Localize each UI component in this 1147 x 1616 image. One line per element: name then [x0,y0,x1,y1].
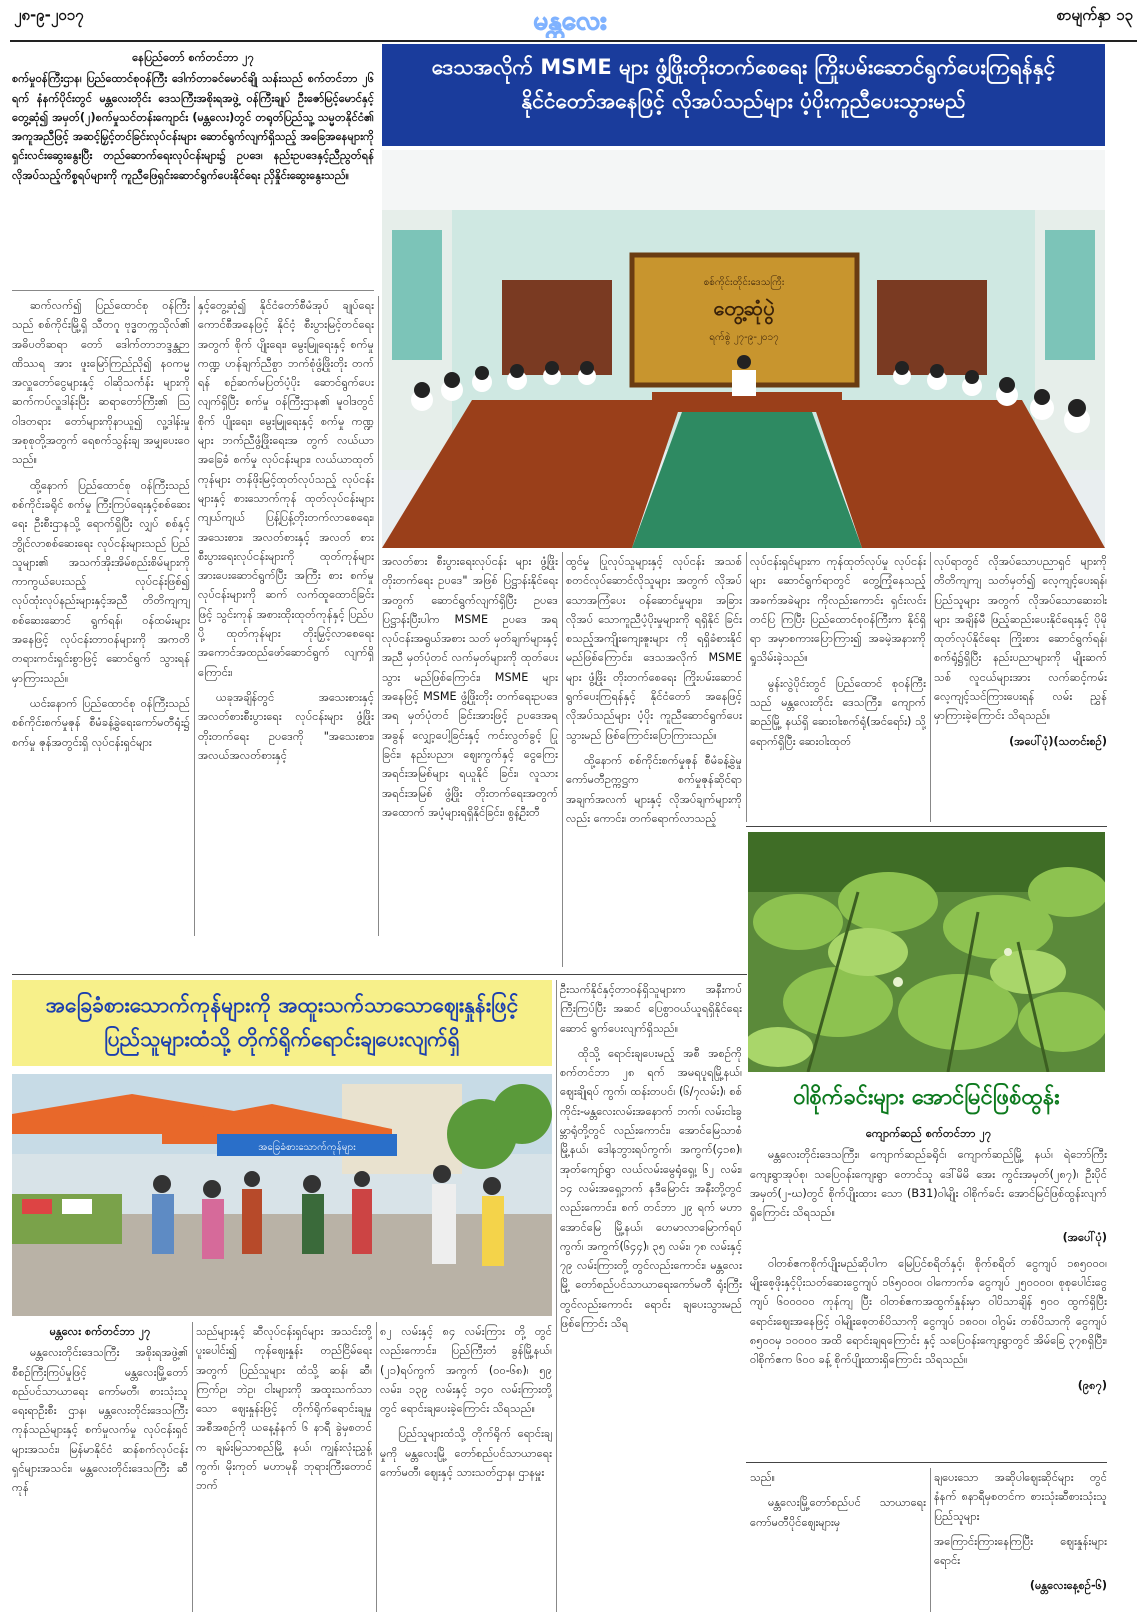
story2-headline-line2: ပြည်သူများထံသို့ တိုက်ရိုက်ရောင်းချပေးလျက်ရှိ [104,1027,460,1051]
story1-col6 [934,552,1107,822]
newspaper-logo [495,2,645,38]
story1-col1-para: ဆက်လက်၍ ပြည်ထောင်စု ဝန်ကြီးသည် စစ်ကိုင်းမြို့ရှိ သီတဂူ ဗုဒ္ဓတက္ကသိုလ်၏ အဓိပတိဆရာ တော် ဒေါက်တာဘဒ္ဒန္တဉာဏိဿရ အား ဖူးမြော်ကြည်ညို၍ နဝကမ္မ အလှူတော်ငွေများနှင့် ဝါဆိုသင်္ကန်း များကို ဆက်ကပ်လှူဒါန်းပြီး ဆရာတော်ကြီး၏ သြဝါဒတရား တော်များကိုနာယူ၍ လူ့ဒါန်းမှု အစုစုတို့အတွက် ရေစက်သွန်းချ အမျှပေးဝေသည်။ [12,299,190,467]
story3-photo-credit: (အပေါ်ပုံ) [1062,1231,1107,1245]
story2-col3 [380,1322,552,1612]
column-rule [378,296,379,936]
story1-col2-para: နှင့်တွေ့ဆုံ၍ နိုင်ငံတော်စီမံအုပ် ချုပ်ရေးကောင်စီအနေဖြင့် နိုင်ငံ့ စီးပွားမြင့်တင်ရေးအတွက် စိုက် ပျိုးရေး၊ မွေးမြူရေးနှင့် စက်မှုကဏ္ဍ ဟန်ချက်ညီစွာ ဘက်စုံဖွံ့ဖြိုးတိုး တက်ရန် စဉ်ဆက်မပြတ်ပံ့ပိုး ဆောင်ရွက်ပေးလျက်ရှိပြီး စက်မှု ဝန်ကြီးဌာန၏ မူဝါဒတွင် စိုက် ပျိုးရေး၊ မွေးမြူရေးနှင့် စက်မှု ကဏ္ဍများ ဘက်ညီဖွံ့ဖြိုးရေးအ တွက် လယ်ယာအခြေခံ စက်မှု လုပ်ငန်းများ၊ လယ်ယာထုတ် ကုန်များ တန်ဖိုးမြင့်ထုတ်လုပ်သည့် လုပ်ငန်းများနှင့် စားသောက်ကုန် ထုတ်လုပ်ငန်းများ ကျယ်ကျယ် ပြန့်ပြန့်တိုးတက်လာစေရေး၊ အသေးစား၊ အလတ်စားနှင့် အလတ် စား စီးပွားရေးလုပ်ငန်းများကို ထုတ်ကုန်များအားပေးဆောင်ရွက်ပြီး အကြီး စား စက်မှုလုပ်ငန်းများကို ဆက် လက်ထူထောင်ခြင်းဖြင့် သွင်းကုန် အစားထိုးထုတ်ကုန်နှင့် ပြည်ပပို့ ထုတ်ကုန်များ တိုးမြှင့်လာစေရေး အကောင်အထည်ဖော်ဆောင်ရွက် လျက်ရှိကြောင်း၊ [198,299,374,679]
story1-col3-para: အလတ်စား စီးပွားရေးလုပ်ငန်း များ ဖွံ့ဖြိုးတိုးတက်ရေး ဥပဒေ" အဖြစ် ပြဋ္ဌာန်းနိုင်ရေးအတွက် ဆောင်ရွက်လျက်ရှိပြီး ဥပဒေ ပြဋ္ဌာန်းပြီးပါက MSME ဥပဒေ အရ လုပ်ငန်းအရွယ်အစား သတ် မှတ်ချက်များနှင့်အညီ မှတ်ပုံတင် လက်မှတ်များကို ထုတ်ပေးသွား မည်ဖြစ်ကြောင်း၊ MSME များ အနေဖြင့် MSME ဖွံ့ဖြိုးတိုး တက်ရေးဥပဒေအရ မှတ်ပုံတင် ခြင်းအားဖြင့် ဥပဒေအရ အခွန် လျှော့ပေါ့ခြင်းနှင့် ကင်းလွတ်ခွင့် ပြုခြင်း၊ နည်းပညာ၊ ဈေးကွက်နှင့် ငွေကြေးအရင်းအမြစ်များ ရယူနိုင် ခြင်း၊ လူသားအရင်းအမြစ် ဖွံ့ဖြိုး တိုးတက်ရေးအတွက် အထောက် အပံ့များရရှိနိုင်ခြင်း၊ စွန့်ဦးတီ [382,555,558,819]
column-rule [562,552,563,967]
column-rule [192,1322,193,1612]
meeting-photo [382,150,1105,548]
story1-col5-para: လုပ်ငန်းရှင်များက ကုန်ထုတ်လုပ်မှု လုပ်ငန်းများ ဆောင်ရွက်ရာတွင် တွေ့ကြုံနေသည့် အခက်အခဲများ ကိုလည်းကောင်း ရှင်းလင်းတင်ပြ ကြပြီး ပြည်ထောင်စုဝန်ကြီးက နိုင်ရှိရာ အမှာစကားပြောကြား၍ အခမဲ့အနားကို ရှုသိမ်းခဲ့သည်။ [750,555,926,665]
story2-col1 [12,1322,188,1612]
story2-tail-para: သည်။ [750,1471,776,1484]
story1-headline-line2: နိုင်ငံတော်အနေဖြင့် လိုအပ်သည်များ ပံ့ပိုးကူညီပေးသွားမည် [521,89,966,113]
banner-large-text: တွေ့ဆုံပွဲ [713,296,775,320]
story1-col5 [750,552,926,822]
story3-bottom-rule [746,1462,1107,1463]
story1-col4-para: ထွင်မှု ပြုလုပ်သူများနှင့် လုပ်ငန်း အသစ် စတင်လုပ်ဆောင်လိုသူများ အတွက် လိုအပ်သောအကြံပေး ဝန်ဆောင်မှုများ၊ အခြားလိုအပ် သောကူညီပံ့ပိုးမှုများကို ရရှိနိုင် ခြင်း စသည့်အကျိုးကျေးဇူးများ ကို ရရှိခံစားနိုင်မည်ဖြစ်ကြောင်း၊ ဒေသအလိုက် MSME များ ဖွံ့ဖြိုး တိုးတက်စေရေး ကြိုးပမ်းဆောင် ရွက်ပေးကြရန်နှင့် နိုင်ငံတော် အနေဖြင့် လိုအပ်သည်များ ပံ့ပိုး ကူညီဆောင်ရွက်ပေးသွားမည် ဖြစ်ကြောင်းပြောကြားသည်။ [566,555,742,742]
story1-col1 [12,296,190,936]
story1-col4-para: ထို့နောက် စစ်ကိုင်းစက်မှုဇုန် စီမံခန့်ခွဲမှုကော်မတီဥက္ကဋ္ဌက စက်မှုဇုန်ဆိုင်ရာ အချက်အလက် များနှင့် လိုအပ်ချက်များကိုလည်း ကောင်း၊ တက်ရောက်လာသည့် [566,753,742,825]
banner-small-text: စစ်ကိုင်းတိုင်းဒေသကြီး [703,277,785,288]
story2-tail-para: ချပေးသော အဆိုပါဈေးဆိုင်များ တွင် နံနက် ၈နာရီမှစတင်က စားသုံးဆီစားသုံးသူ ပြည်သူများ [934,1471,1107,1523]
story1-col5-para: မွန်းလွဲပိုင်းတွင် ပြည်ထောင် စုဝန်ကြီးသည် မန္တလေးတိုင်း ဒေသကြီး၊ ကျောက်ဆည်မြို့ နယ်ရှိ ဆေးဝါးစက်ရုံ(အင်ရော်း) သို့ ရောက်ရှိပြီး ဆေးဝါးထုတ် [750,676,926,748]
masthead-rule [10,40,1137,42]
story3-byline: (၉၈၇) [1077,1378,1107,1392]
column-rule [556,980,557,1612]
story2-headline [12,980,552,1066]
story1-byline: (အပေါ်ပုံ)(သတင်းစဉ်) [1009,734,1107,748]
story1-col6-para: လုပ်ရာတွင် လိုအပ်သောပညာရှင် များကို တိတိကျကျ သတ်မှတ်၍ လေ့ကျင့်ပေးရန်၊ ပြည်သူများ အတွက် လိုအပ်သောဆေးဝါးများ အချိန်မီ ဖြည့်ဆည်းပေးနိုင်ရေးနှင့် ပိုမိုထုတ်လုပ်နိုင်ရေး ကြိုးစား ဆောင်ရွက်ရန်၊ စက်ရုံ၌ရှိပြီး နည်းပညာများကို မျိုးဆက်သစ် လူငယ်များအား လက်ဆင့်ကမ်း လေ့ကျင့်သင်ကြားပေးရန် လမ်း ညွှန်မှာကြားခဲ့ကြောင်း သိရသည်။ [934,555,1107,723]
logo-text: မန္တလေး [533,6,607,36]
story1-lead: စက်မှုဝန်ကြီးဌာန၊ ပြည်ထောင်စုဝန်ကြီး ဒေါက်တာခင်မောင်ချို သန်းသည် စက်တင်ဘာ ၂၆ ရက် နံနက်ပိုင်းတွင် မန္တလေးတိုင်း ဒေသကြီးအစိုးရအဖွဲ့ ဝန်ကြီးချုပ် ဦးဇော်မြင့်မောင်နှင့်တွေ့ဆုံ၍ အမှတ်(၂)စက်မှုသင်တန်းကျောင်း (မန္တလေး)တွင် တရုတ်ပြည်သူ့ သမ္မတနိုင်ငံ၏ အကူအညီဖြင့် အဆင့်မြှင့်တင်ခြင်းလုပ်ငန်းများ ဆောင်ရွက်လျက်ရှိသည့် အခြေအနေများကို ရှင်းလင်းဆွေးနွေးပြီး တည်ဆောက်ရေးလုပ်ငန်းများ၌ ဥပဒေ၊ နည်းဥပဒေနှင့်ညီညွတ်ရန် လိုအပ်သည့်ကိစ္စရပ်များကို ကူညီဖြေရှင်းဆောင်ရွက်ပေးနိုင်ရေး ညှိနှိုင်းဆွေးနွေးသည်။ [12,72,374,182]
story2-dateline: မန္တလေး စက်တင်ဘာ ၂၇ [49,1325,151,1338]
column-rule [930,1468,931,1612]
story1-col3 [382,552,558,967]
story2-col4 [560,980,742,1612]
story3-headline: ဝါစိုက်ခင်းများ အောင်မြင်ဖြစ်ထွန်း [793,1085,1060,1110]
story2-col4-para: ထိုသို့ ရောင်းချပေးမည့် အစီ အစဉ်ကို စက်တင်ဘာ ၂၈ ရက် အမရပူရမြို့နယ်၊ ဈေးချိုရပ် ကွက်၊ ထန်းတပင်၊ (၆/၇လမ်း)၊ စစ်ကိုင်း-မန္တလေးလမ်းအနောက် ဘက်၊ လမ်းငါးခွမ္ဘာရုံတို့တွင် လည်းကောင်း၊ အောင်မြေသာစံ မြို့နယ်၊ ဒေါနဘွားရပ်ကွက်၊ အကွက်(၄၁၈)၊ အုတ်ကျော်ရွာ လယ်လမ်းမွေရုံရှေ့၊ ၆၂ လမ်း၊ ၁၄ လမ်းအရှေ့ဘက် နဒီမြောင်း အနီးတို့တွင်လည်းကောင်း၊ စက် တင်ဘာ ၂၉ ရက် မဟာအောင်မြေ မြို့နယ်၊ ဟေမာလာမြောက်ရပ် ကွက်၊ အကွက်(၆၄၄)၊ ၃၅ လမ်း၊ ၇၈ လမ်းနှင့် ၇၉ လမ်းကြားတို့ တွင်လည်းကောင်း၊ မန္တလေးမြို့ တော်စည်ပင်သာယာရေးကော်မတီ ရုံးကြီးတွင်လည်းကောင်း ရောင်း ချပေးသွားမည်ဖြစ်ကြောင်း သိရ [560,1046,742,1331]
story2-tail-para: မန္တလေးမြို့တော်စည်ပင် သာယာရေးကော်မတီပိုင်ဈေးများမှ [750,1496,926,1529]
story2-top-rule [12,974,747,975]
page-number: စာမျက်နှာ ၁၃ [1056,6,1133,24]
story2-tail-b [934,1468,1107,1612]
story3-para: မန္တလေးတိုင်းဒေသကြီး၊ ကျောက်ဆည်ခရိုင်၊ ကျောက်ဆည်မြို့ နယ်၊ ရဲဘော်ကြီးကျေးရွာအုပ်စု၊ သပြေဝန်းကျေးရွာ တောင်သူ ဒေါ်မိမိ အေး ကွင်းအမှတ်(၂၈၇)၊ ဦးပိုင်အမှတ်(၂-ဃ)တွင် စိုက်ပျိုးထား သော (B31)ဝါမျိုး ဝါစိုက်ခင်း အောင်မြင်ဖြစ်ထွန်းလျက်ရှိကြောင်း သိရသည်။ [750,1148,1107,1220]
market-banner-text: အခြေခံစားသောက်ကုန်များ [258,1142,356,1153]
story2-col3-para: ၈၂ လမ်းနှင့် ၈၄ လမ်းကြား တို့ တွင်လည်းကောင်း၊ ပြည်ကြီးတံ ခွန်မြို့နယ်၊ (၂၁)ရပ်ကွက် အကွက် (၀၀-၆၈)၊ ၅၉ လမ်း၊ ၁၃၉ လမ်းနှင့် ၁၄၀ လမ်းကြားတို့တွင် ရောင်းချပေးခဲ့ကြောင်း သိရသည်။ [380,1325,552,1416]
story1-headline [382,44,1105,146]
story3-body [750,1124,1107,1457]
story1-col4 [566,552,742,967]
story1-col2-para: ယခုအချိန်တွင် အသေးစားနှင့် အလတ်စားစီးပွားရေး လုပ်ငန်းများ ဖွံ့ဖြိုးတိုးတက်ရေး ဥပဒေကို "အသေးစား၊ အလယ်အလတ်စားနှင့် [198,690,374,762]
story2-col1-para: မန္တလေးတိုင်းဒေသကြီး အစိုးရအဖွဲ့၏ စီစဉ်ကြီးကြပ်မှုဖြင့် မန္တလေးမြို့တော်စည်ပင်သာယာရေး ကော်မတီ၊ စားသုံးသူရေးရာဦးစီး ဌာန၊ မန္တလေးတိုင်းဒေသကြီး ကုန်သည်များနှင့် စက်မှုလက်မှု လုပ်ငန်းရှင်များအသင်း၊ မြန်မာနိုင်ငံ ဆန်စက်လုပ်ငန်းရှင်များအသင်း၊ မန္တလေးတိုင်းဒေသကြီး ဆီကုန် [12,1346,188,1495]
market-photo [12,1074,552,1316]
story2-byline: (မန္တလေးနေ့စဉ်-၆) [1029,1579,1107,1593]
story1-headline-line1: ဒေသအလိုက် MSME များ ဖွံ့ဖြိုးတိုးတက်စေရေး ကြိုးပမ်းဆောင်ရွက်ပေးကြရန်နှင့် [431,55,1056,79]
story2-tail-para: အကြောင်းကြားနေကြပြီး ဈေးနှုန်းများ ရောင်း [934,1534,1107,1568]
story3-para: ဝါတစ်ဧကစိုက်ပျိုးမည်ဆိုပါက မြေပြင်စရိတ်နှင့်၊ စိုက်စရိတ် ငွေကျပ် ၁၈၅၀၀၀၊ မျိုးစေ့ဖိုးနှင့်ပိုးသတ်ဆေးငွေကျပ် ၁၆၅၀၀၀၊ ဝါကောက်ခ ငွေကျပ် ၂၅၀၀၀၀၊ စုစုပေါင်းငွေကျပ် ၆၀၀၀၀၀ ကုန်ကျ ပြီး ဝါတစ်ဧကအထွက်နှုန်းမှာ ဝါပိသာချိန် ၅၀၀ ထွက်ရှိပြီး ရောင်းဈေးအနေဖြင့် ဝါမျိုးစေ့တစ်ပိသာကို ငွေကျပ် ၁၈၀၀၊ ဝါဂွမ်း တစ်ပိသာကို ငွေကျပ် ၈၅၀၀မှ ၁၀၀၀၀ အထိ ရောင်းချရကြောင်း နှင့် သပြေဝန်းကျေးရွာတွင် အိမ်ခြေ ၃၇၈ရှိပြီး၊ ဝါစိုက်ဧက ၆၀၀ ခန့် စိုက်ပျိုးထားရှိကြောင်း သိရသည်။ [750,1256,1107,1367]
issue-date: ၂၈-၉-၂၀၁၇ [14,6,84,24]
column-rule [930,552,931,822]
column-rule [376,1322,377,1612]
story1-dateline: နေပြည်တော် စက်တင်ဘာ ၂၇ [132,51,254,64]
column-rule [746,552,747,822]
story2-headline-line1: အခြေခံစားသောက်ကုန်များကို အထူးသက်သာသောဈေးနှုန်းဖြင့် [45,993,519,1017]
story3-top-rule [746,826,1107,827]
story2-col4-para: ဦးသက်နိုင်နှင့်တာဝန်ရှိသူများက အနီးကပ်ကြီးကြပ်ပြီး အဆင် ပြေစွာဝယ်ယူရရှိနိုင်ရေး ဆောင် ရွက်ပေးလျက်ရှိသည်။ [560,983,742,1035]
story2-col3-para: ပြည်သူများထံသို့ တိုက်ရိုက် ရောင်းချမှုကို မန္တလေးမြို့ တော်စည်ပင်သာယာရေးကော်မတီ၊ ဈေးနှင့် သားသတ်ဌာန၊ ဌာနမှူး [380,1427,552,1480]
column-rule [194,296,195,936]
cotton-field-photo [748,832,1105,1072]
story1-col2 [198,296,374,936]
story1-intro [12,48,374,286]
story1-col1-para: ထို့နောက် ပြည်ထောင်စု ဝန်ကြီးသည် စစ်ကိုင်းခရိုင် စက်မှု ကြီးကြပ်ရေးနှင့်စစ်ဆေးရေး ဦးစီးဌာနသို့ ရောက်ရှိပြီး လျှပ် စစ်နှင့် ဘွိုင်လာစစ်ဆေးရေး လုပ်ငန်းများသည် ပြည်သူများ၏ အသက်အိုးအိမ်စည်းစိမ်များကို ကာကွယ်ပေးသည့် လုပ်ငန်းဖြစ်၍ လုပ်ထုံးလုပ်နည်းများနှင့်အညီ တိတိကျကျ စစ်ဆေးဆောင် ရွက်ရန်၊ ဝန်ထမ်းများအနေဖြင့် လုပ်ငန်းတာဝန်များကို အကတိ တရားကင်းရှင်းစွာဖြင့် ဆောင်ရွက် သွားရန် မှာကြားသည်။ [12,478,190,685]
story1-col1-para: ယင်းနောက် ပြည်ထောင်စု ဝန်ကြီးသည် စစ်ကိုင်းစက်မှုဇုန် စီမံခန့်ခွဲရေးကော်မတီရုံး၌ စက်မှု ဇုန်အတွင်းရှိ လုပ်ငန်းရှင်များ [12,696,190,749]
banner-date-text: ရက်စွဲ ၂၇-၉-၂၀၁၇ [709,332,779,343]
story3-dateline: ကျောက်ဆည် စက်တင်ဘာ ၂၇ [865,1127,992,1140]
story2-tail-a [750,1468,926,1612]
divider [12,290,374,291]
story2-col2 [196,1322,372,1612]
story2-col2-para: သည်များနှင့် ဆီလုပ်ငန်းရှင်များ အသင်းတို့ပူးပေါင်း၍ ကုန်ဈေးနှုန်း တည်ငြိမ်ရေးအတွက် ပြည်သူများ ထံသို့ ဆန်၊ ဆီ၊ ကြက်ဥ၊ ဘဲဥ၊ ငါးများကို အထူးသက်သာသော ဈေးနှုန်းဖြင့် တိုက်ရိုက်ရောင်းချမှု အစီအစဉ်ကို ယနေ့နံနက် ၆ နာရီ ခွဲမှစတင်က ချမ်းမြသာစည်မြို့ နယ်၊ ကျွန်းလုံးညွှန့်ကွက်၊ မိုးကုတ် မဟာမုနိ ဘုရားကြီးတောင်ဘက် [196,1325,372,1493]
